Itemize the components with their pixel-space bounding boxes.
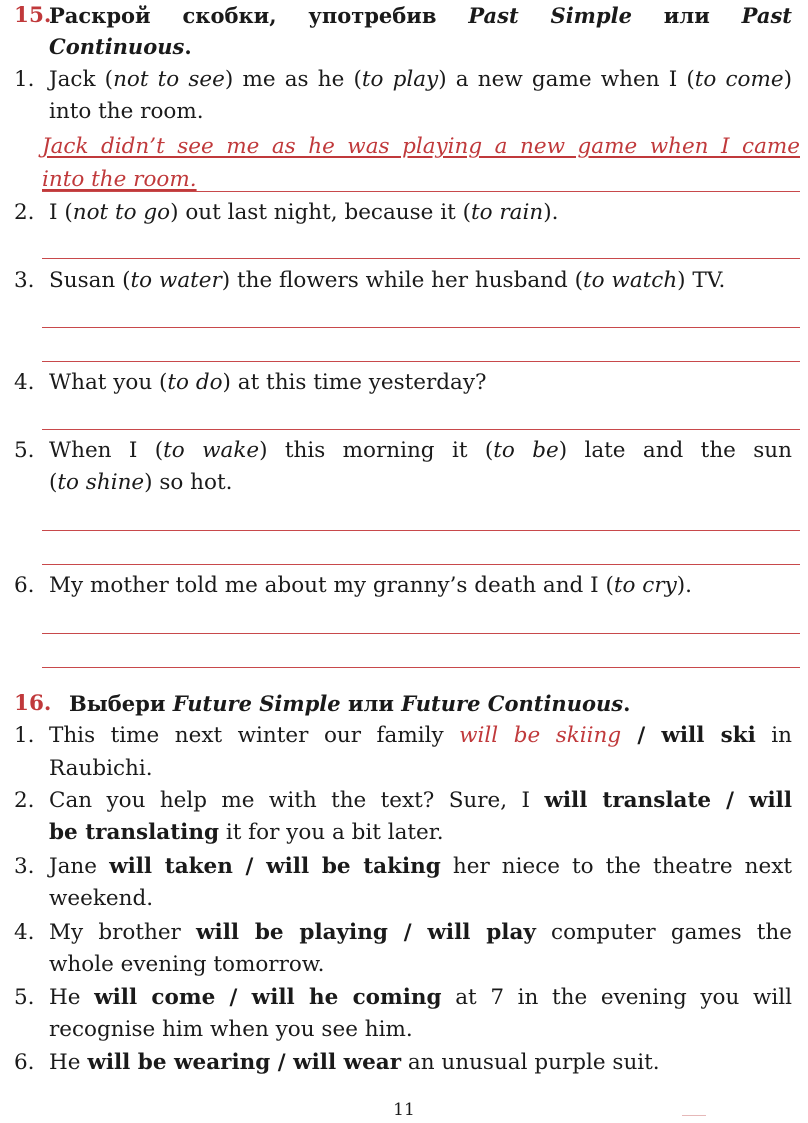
text: in: [755, 723, 792, 748]
text: ): [783, 67, 792, 92]
decorative-mark: [682, 1115, 706, 1116]
option-text: will be playing / will play: [196, 920, 536, 945]
tense-name: Future Continuous: [401, 691, 624, 716]
item-number: 2.: [14, 788, 35, 813]
item-text: [49, 982, 792, 1014]
text: ) late and the sun: [558, 438, 792, 463]
exercise-number: 15.: [14, 3, 52, 28]
answer-rule: [42, 327, 800, 328]
text: Jack (: [49, 67, 114, 92]
text: ) me as he (: [224, 67, 362, 92]
text: ) out last night, because it (: [170, 200, 471, 225]
exercise-instruction: [49, 31, 800, 63]
instruction-text: .: [184, 34, 192, 59]
verb-hint: to cry: [613, 573, 677, 598]
verb-hint: to watch: [583, 268, 678, 293]
option-text: will be wearing / will wear: [87, 1050, 402, 1075]
instruction-text: .: [623, 691, 631, 716]
text: He: [49, 1050, 88, 1075]
item-text: [49, 851, 792, 883]
item-number: 4.: [14, 920, 35, 945]
item-text: recognise him when you see him.: [49, 1017, 413, 1042]
text: ).: [543, 200, 559, 225]
item-text: into the room.: [49, 99, 204, 124]
text: My mother told me about my granny’s death and I (: [49, 573, 614, 598]
text: an unusual purple suit.: [401, 1050, 660, 1075]
item-text: Raubichi.: [49, 756, 153, 781]
answer-line: [42, 131, 800, 163]
verb-hint: not to go: [72, 200, 171, 225]
answer-text: into the room.: [42, 167, 197, 192]
option-text: will come / will he coming: [94, 985, 442, 1010]
text: ) so hot.: [144, 470, 233, 495]
item-text: [49, 720, 792, 752]
item-text: [49, 265, 800, 297]
text: ) at this time yesterday?: [222, 370, 487, 395]
item-number: 5.: [14, 985, 35, 1010]
item-number: 2.: [14, 200, 35, 225]
text: (: [49, 470, 58, 495]
text: ) this morning it (: [259, 438, 494, 463]
text: What you (: [49, 370, 168, 395]
item-number: 4.: [14, 370, 35, 395]
item-number: 6.: [14, 573, 35, 598]
text: ) TV.: [677, 268, 726, 293]
exercise-number: 16.: [14, 691, 52, 716]
answer-rule: [42, 633, 800, 634]
item-text: [49, 64, 792, 96]
item-text: [49, 197, 800, 229]
answer-rule: [42, 361, 800, 362]
text: Jane: [49, 854, 110, 879]
option-text: will translate / will: [544, 788, 792, 813]
answer-text: Jack didn’t see me as he was playing a new game when I came: [42, 134, 800, 159]
item-text: [49, 367, 800, 399]
item-number: 1.: [14, 67, 35, 92]
text: ) the flowers while her husband (: [221, 268, 583, 293]
verb-hint: to wake: [163, 438, 260, 463]
page-number: 11: [393, 1100, 415, 1120]
selected-answer: will be skiing: [459, 723, 622, 748]
text: at 7 in the evening you will: [441, 985, 792, 1010]
verb-hint: to come: [694, 67, 784, 92]
tense-name: Past: [741, 3, 792, 28]
option-text: will ski: [661, 723, 756, 748]
answer-rule: [42, 191, 800, 192]
verb-hint: to do: [167, 370, 223, 395]
item-text: [49, 917, 792, 949]
verb-hint: not to see: [113, 67, 225, 92]
text: Susan (: [49, 268, 131, 293]
tense-name: Past Simple: [468, 3, 632, 28]
text: her niece to the theatre next: [440, 854, 792, 879]
answer-rule: [42, 667, 800, 668]
instruction-text: Выбери: [69, 691, 173, 716]
verb-hint: to be: [493, 438, 559, 463]
exercise-instruction: [69, 688, 800, 720]
item-text: [49, 467, 800, 499]
item-text: [49, 1047, 800, 1079]
text: My brother: [49, 920, 197, 945]
answer-rule: [42, 258, 800, 259]
answer-rule: [42, 429, 800, 430]
verb-hint: to water: [130, 268, 222, 293]
item-number: 1.: [14, 723, 35, 748]
text: ) a new game when I (: [438, 67, 695, 92]
item-text: weekend.: [49, 886, 154, 911]
answer-rule: [42, 564, 800, 565]
text: When I (: [49, 438, 164, 463]
text: computer games the: [535, 920, 792, 945]
item-number: 3.: [14, 268, 35, 293]
tense-name: Future Simple: [172, 691, 341, 716]
item-number: 6.: [14, 1050, 35, 1075]
tense-name: Continuous: [49, 34, 185, 59]
item-text: [49, 817, 800, 849]
text: He: [49, 985, 95, 1010]
option-text: will taken / will be taking: [109, 854, 441, 879]
instruction-text: или: [631, 3, 742, 28]
item-text: [49, 435, 792, 467]
verb-hint: to shine: [57, 470, 145, 495]
answer-rule: [42, 530, 800, 531]
text: it for you a bit later.: [218, 820, 444, 845]
text: Can you help me with the text? Sure, I: [49, 788, 545, 813]
verb-hint: to play: [361, 67, 439, 92]
separator: /: [621, 723, 662, 748]
item-number: 5.: [14, 438, 35, 463]
verb-hint: to rain: [470, 200, 544, 225]
item-text: [49, 570, 800, 602]
instruction-text: или: [340, 691, 402, 716]
exercise-instruction: [49, 0, 792, 32]
text: This time next winter our family: [49, 723, 460, 748]
item-number: 3.: [14, 854, 35, 879]
option-text: be translating: [49, 820, 219, 845]
item-text: [49, 785, 792, 817]
instruction-text: Раскрой скобки, употребив: [49, 3, 469, 28]
text: ).: [676, 573, 692, 598]
item-text: whole evening tomorrow.: [49, 952, 325, 977]
text: I (: [49, 200, 73, 225]
